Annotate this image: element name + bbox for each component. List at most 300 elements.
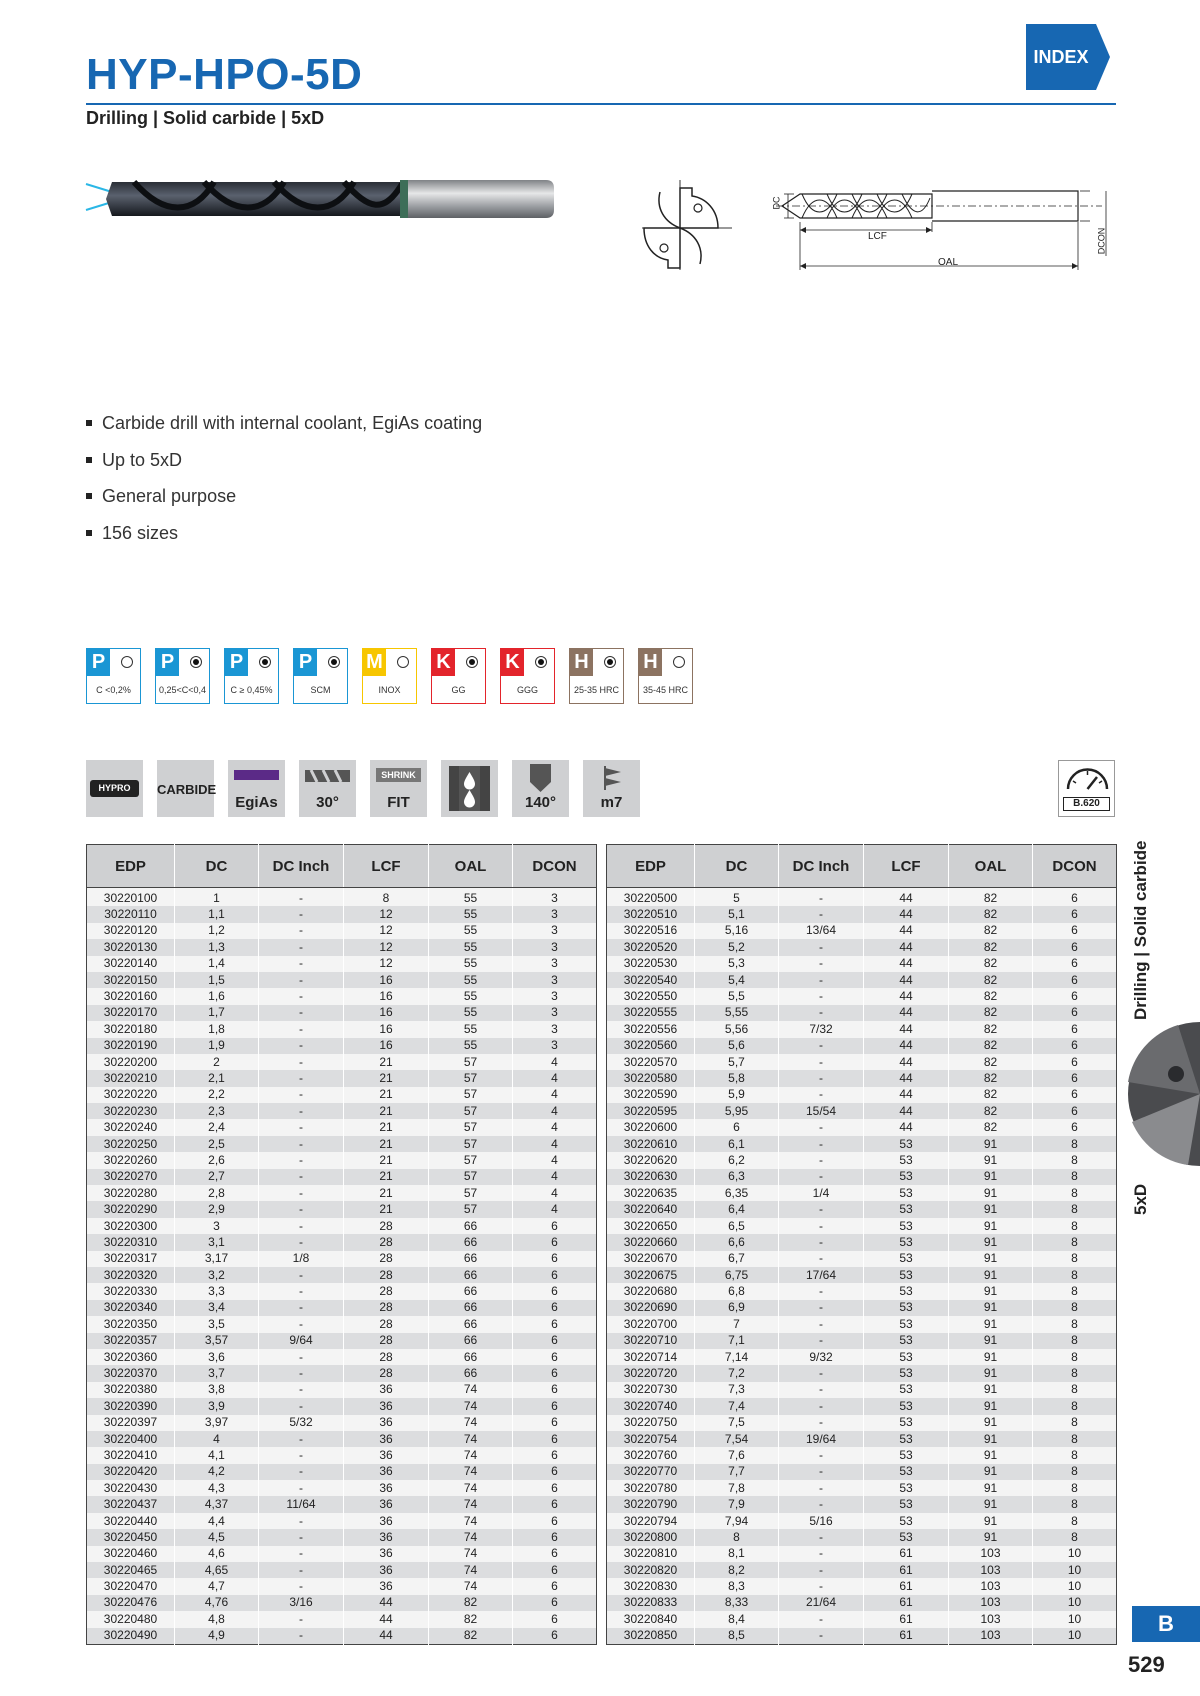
- table-cell: 55: [429, 956, 513, 972]
- table-row: [607, 939, 1117, 955]
- table-cell: 61: [864, 1578, 949, 1594]
- table-row: [87, 1431, 597, 1447]
- table-cell: 30220690: [607, 1300, 695, 1316]
- table-cell: 4: [513, 1136, 597, 1152]
- table-cell: 30220780: [607, 1480, 695, 1496]
- table-cell: 5,4: [695, 972, 779, 988]
- index-button[interactable]: [1026, 24, 1110, 90]
- table-cell: 13/64: [779, 923, 864, 939]
- table-cell: 30220620: [607, 1152, 695, 1168]
- table-cell: 30220370: [87, 1365, 175, 1381]
- table-cell: -: [259, 1136, 344, 1152]
- table-cell: 1/4: [779, 1185, 864, 1201]
- table-cell: 5,5: [695, 988, 779, 1004]
- table-cell: -: [259, 1185, 344, 1201]
- table-cell: 61: [864, 1562, 949, 1578]
- table-cell: 30220630: [607, 1169, 695, 1185]
- table-cell: 7,4: [695, 1398, 779, 1414]
- table-cell: 6: [513, 1611, 597, 1627]
- table-cell: 30220500: [607, 888, 695, 907]
- table-cell: 91: [949, 1398, 1033, 1414]
- table-cell: 1,4: [175, 956, 259, 972]
- table-cell: 10: [1033, 1595, 1117, 1611]
- table-cell: 1,3: [175, 939, 259, 955]
- table-cell: 3,2: [175, 1267, 259, 1283]
- table-cell: 6: [513, 1578, 597, 1594]
- table-cell: 6: [513, 1546, 597, 1562]
- material-h-35-45: H 35-45 HRC: [638, 648, 693, 704]
- table-cell: 36: [344, 1578, 429, 1594]
- table-row: [87, 923, 597, 939]
- table-row: [607, 1546, 1117, 1562]
- table-cell: 5,56: [695, 1021, 779, 1037]
- table-cell: 3,97: [175, 1415, 259, 1431]
- table-cell: 103: [949, 1628, 1033, 1645]
- table-cell: 57: [429, 1136, 513, 1152]
- table-cell: 53: [864, 1333, 949, 1349]
- table-row: [607, 1251, 1117, 1267]
- table-row: [607, 1464, 1117, 1480]
- table-row: [607, 1562, 1117, 1578]
- table-cell: 57: [429, 1087, 513, 1103]
- table-cell: 82: [949, 923, 1033, 939]
- table-cell: 28: [344, 1349, 429, 1365]
- table-row: [607, 888, 1117, 907]
- table-cell: 3: [513, 906, 597, 922]
- table-cell: -: [259, 1038, 344, 1054]
- table-cell: 30220680: [607, 1283, 695, 1299]
- table-cell: 6: [513, 1316, 597, 1332]
- table-cell: 30220317: [87, 1251, 175, 1267]
- table-cell: 61: [864, 1546, 949, 1562]
- table-cell: 66: [429, 1349, 513, 1365]
- table-cell: 36: [344, 1480, 429, 1496]
- table-cell: 8,4: [695, 1611, 779, 1627]
- table-cell: 6,6: [695, 1234, 779, 1250]
- col-edp: EDP: [607, 845, 695, 888]
- table-cell: 8: [1033, 1398, 1117, 1414]
- table-row: [607, 1398, 1117, 1414]
- table-cell: 30220560: [607, 1038, 695, 1054]
- table-cell: 55: [429, 972, 513, 988]
- table-row: [87, 1152, 597, 1168]
- table-cell: 6: [513, 1464, 597, 1480]
- table-cell: 30220714: [607, 1349, 695, 1365]
- table-cell: 30220595: [607, 1103, 695, 1119]
- table-cell: 8: [1033, 1365, 1117, 1381]
- table-cell: 1,9: [175, 1038, 259, 1054]
- table-cell: 36: [344, 1447, 429, 1463]
- table-cell: 6: [1033, 988, 1117, 1004]
- table-cell: 30220350: [87, 1316, 175, 1332]
- table-cell: 53: [864, 1251, 949, 1267]
- bullet-icon: [86, 493, 92, 499]
- col-lcf: LCF: [864, 845, 949, 888]
- table-cell: 44: [864, 1038, 949, 1054]
- table-cell: 7,94: [695, 1513, 779, 1529]
- table-cell: -: [259, 1152, 344, 1168]
- table-cell: 21: [344, 1136, 429, 1152]
- table-cell: -: [259, 1365, 344, 1381]
- table-cell: -: [779, 1234, 864, 1250]
- table-row: [607, 1283, 1117, 1299]
- table-cell: -: [779, 1251, 864, 1267]
- table-cell: 30220220: [87, 1087, 175, 1103]
- table-cell: 30220280: [87, 1185, 175, 1201]
- table-row: [607, 1038, 1117, 1054]
- size-table-left: [86, 844, 597, 1645]
- table-cell: 5,55: [695, 1005, 779, 1021]
- table-cell: 8,3: [695, 1578, 779, 1594]
- table-cell: 3,4: [175, 1300, 259, 1316]
- table-cell: 91: [949, 1382, 1033, 1398]
- table-row: [607, 988, 1117, 1004]
- table-cell: 44: [864, 956, 949, 972]
- table-cell: 74: [429, 1398, 513, 1414]
- table-cell: 6: [513, 1283, 597, 1299]
- table-cell: 3,5: [175, 1316, 259, 1332]
- table-row: [607, 972, 1117, 988]
- table-cell: 1,5: [175, 972, 259, 988]
- table-cell: 82: [949, 1119, 1033, 1135]
- table-cell: -: [779, 1005, 864, 1021]
- table-cell: 10: [1033, 1546, 1117, 1562]
- table-cell: 55: [429, 1021, 513, 1037]
- table-cell: 6,3: [695, 1169, 779, 1185]
- table-cell: -: [259, 1611, 344, 1627]
- table-cell: -: [779, 1054, 864, 1070]
- table-cell: 8,1: [695, 1546, 779, 1562]
- table-cell: 4: [513, 1087, 597, 1103]
- table-cell: 3,7: [175, 1365, 259, 1381]
- table-row: [607, 1513, 1117, 1529]
- table-cell: 7,6: [695, 1447, 779, 1463]
- table-cell: 53: [864, 1431, 949, 1447]
- bullet-icon: [86, 457, 92, 463]
- table-cell: 19/64: [779, 1431, 864, 1447]
- table-cell: 4,6: [175, 1546, 259, 1562]
- table-cell: 4,8: [175, 1611, 259, 1627]
- table-row: [607, 1595, 1117, 1611]
- table-cell: 8: [1033, 1382, 1117, 1398]
- table-cell: 4: [513, 1103, 597, 1119]
- table-cell: -: [259, 1234, 344, 1250]
- table-cell: 8: [1033, 1201, 1117, 1217]
- suitability-full-icon: [328, 656, 340, 668]
- table-cell: 6: [1033, 888, 1117, 907]
- material-m-inox: M INOX: [362, 648, 417, 704]
- table-row: [607, 1628, 1117, 1645]
- table-cell: 8: [1033, 1316, 1117, 1332]
- page-number: 529: [1128, 1652, 1165, 1677]
- col-dcon: DCON: [1033, 845, 1117, 888]
- table-cell: 55: [429, 939, 513, 955]
- col-oal: OAL: [429, 845, 513, 888]
- table-cell: -: [259, 1546, 344, 1562]
- table-cell: 44: [864, 1070, 949, 1086]
- table-row: [87, 1365, 597, 1381]
- table-cell: 21: [344, 1070, 429, 1086]
- table-cell: 16: [344, 1038, 429, 1054]
- table-cell: 30220833: [607, 1595, 695, 1611]
- table-cell: -: [779, 956, 864, 972]
- table-cell: 4,5: [175, 1529, 259, 1545]
- table-cell: 74: [429, 1578, 513, 1594]
- table-cell: 6: [695, 1119, 779, 1135]
- table-cell: 30220730: [607, 1382, 695, 1398]
- table-cell: -: [779, 888, 864, 907]
- table-cell: 30220400: [87, 1431, 175, 1447]
- table-cell: 1,2: [175, 923, 259, 939]
- table-row: [87, 1382, 597, 1398]
- table-cell: -: [259, 1070, 344, 1086]
- table-row: [87, 1021, 597, 1037]
- index-label: INDEX: [1033, 47, 1089, 67]
- table-cell: 30220150: [87, 972, 175, 988]
- table-cell: 30220310: [87, 1234, 175, 1250]
- table-cell: 8: [1033, 1234, 1117, 1250]
- table-cell: 30220250: [87, 1136, 175, 1152]
- table-cell: 53: [864, 1152, 949, 1168]
- table-cell: 53: [864, 1201, 949, 1217]
- table-cell: 30220590: [607, 1087, 695, 1103]
- table-cell: 6: [513, 1431, 597, 1447]
- table-cell: 6,75: [695, 1267, 779, 1283]
- hypro-logo-icon: HYPRO: [86, 760, 143, 817]
- table-cell: -: [259, 1300, 344, 1316]
- table-cell: 5,9: [695, 1087, 779, 1103]
- table-cell: 53: [864, 1382, 949, 1398]
- table-cell: 30220520: [607, 939, 695, 955]
- table-cell: 91: [949, 1464, 1033, 1480]
- table-cell: 8,5: [695, 1628, 779, 1645]
- table-cell: 16: [344, 1021, 429, 1037]
- table-cell: 8: [1033, 1218, 1117, 1234]
- table-cell: -: [259, 1316, 344, 1332]
- table-cell: -: [259, 1382, 344, 1398]
- table-cell: 3,17: [175, 1251, 259, 1267]
- table-cell: 30220397: [87, 1415, 175, 1431]
- table-cell: 53: [864, 1529, 949, 1545]
- table-row: [607, 1267, 1117, 1283]
- table-cell: 82: [949, 1103, 1033, 1119]
- table-cell: 5,3: [695, 956, 779, 972]
- coolant-icon: [441, 760, 498, 817]
- table-cell: 4,2: [175, 1464, 259, 1480]
- table-cell: 3,3: [175, 1283, 259, 1299]
- table-cell: 15/54: [779, 1103, 864, 1119]
- table-cell: 36: [344, 1546, 429, 1562]
- suitability-full-icon: [466, 656, 478, 668]
- table-cell: 7,8: [695, 1480, 779, 1496]
- table-cell: 6: [513, 1415, 597, 1431]
- table-cell: 4,65: [175, 1562, 259, 1578]
- table-cell: -: [779, 1333, 864, 1349]
- table-cell: 5,6: [695, 1038, 779, 1054]
- table-row: [87, 1185, 597, 1201]
- table-cell: 82: [949, 1038, 1033, 1054]
- table-cell: 1,6: [175, 988, 259, 1004]
- drill-tip-section: [640, 178, 734, 272]
- table-cell: 66: [429, 1283, 513, 1299]
- table-cell: 61: [864, 1611, 949, 1627]
- table-cell: 30220790: [607, 1496, 695, 1512]
- table-cell: 30220200: [87, 1054, 175, 1070]
- table-cell: -: [259, 1087, 344, 1103]
- table-row: [607, 1070, 1117, 1086]
- table-cell: 36: [344, 1529, 429, 1545]
- table-cell: 53: [864, 1300, 949, 1316]
- table-row: [87, 1267, 597, 1283]
- table-cell: 53: [864, 1365, 949, 1381]
- table-row: [607, 1185, 1117, 1201]
- table-cell: 3,9: [175, 1398, 259, 1414]
- table-row: [87, 1251, 597, 1267]
- table-cell: -: [779, 988, 864, 1004]
- table-cell: -: [259, 1447, 344, 1463]
- table-cell: 53: [864, 1447, 949, 1463]
- table-cell: 91: [949, 1300, 1033, 1316]
- table-cell: 3: [513, 888, 597, 907]
- table-row: [607, 1054, 1117, 1070]
- table-cell: 21: [344, 1119, 429, 1135]
- table-cell: 5,1: [695, 906, 779, 922]
- table-row: [87, 1103, 597, 1119]
- table-cell: 103: [949, 1611, 1033, 1627]
- table-cell: 30220540: [607, 972, 695, 988]
- table-cell: 74: [429, 1431, 513, 1447]
- table-cell: 4,37: [175, 1496, 259, 1512]
- table-cell: 2,1: [175, 1070, 259, 1086]
- table-cell: 53: [864, 1464, 949, 1480]
- table-cell: 8: [1033, 1251, 1117, 1267]
- material-h-25-35: H 25-35 HRC: [569, 648, 624, 704]
- table-cell: 55: [429, 923, 513, 939]
- table-row: [607, 1611, 1117, 1627]
- table-cell: -: [779, 1546, 864, 1562]
- table-cell: 3,8: [175, 1382, 259, 1398]
- table-row: [607, 1201, 1117, 1217]
- section-tab-b[interactable]: B: [1132, 1606, 1200, 1642]
- table-cell: 6: [513, 1365, 597, 1381]
- table-cell: 30220710: [607, 1333, 695, 1349]
- table-cell: 7,54: [695, 1431, 779, 1447]
- table-cell: 66: [429, 1300, 513, 1316]
- table-cell: 28: [344, 1333, 429, 1349]
- table-cell: 36: [344, 1382, 429, 1398]
- table-row: [87, 1070, 597, 1086]
- table-cell: 66: [429, 1251, 513, 1267]
- col-edp: EDP: [87, 845, 175, 888]
- table-cell: 2,7: [175, 1169, 259, 1185]
- table-cell: 6,5: [695, 1218, 779, 1234]
- table-row: [87, 1201, 597, 1217]
- table-cell: 4,3: [175, 1480, 259, 1496]
- table-header-row: [87, 845, 597, 888]
- table-cell: 30220490: [87, 1628, 175, 1645]
- table-cell: -: [779, 1464, 864, 1480]
- table-cell: 4,9: [175, 1628, 259, 1645]
- table-cell: 3,57: [175, 1333, 259, 1349]
- speed-feed-reference[interactable]: B.620: [1058, 760, 1115, 817]
- table-cell: 8: [1033, 1447, 1117, 1463]
- dim-oal-label: OAL: [938, 257, 959, 268]
- table-cell: 30220556: [607, 1021, 695, 1037]
- table-row: [87, 1316, 597, 1332]
- table-cell: 8: [1033, 1169, 1117, 1185]
- table-row: [607, 1529, 1117, 1545]
- table-cell: 30220160: [87, 988, 175, 1004]
- table-cell: 44: [864, 939, 949, 955]
- table-cell: 44: [864, 972, 949, 988]
- table-cell: -: [259, 888, 344, 907]
- table-cell: 91: [949, 1415, 1033, 1431]
- table-cell: 55: [429, 888, 513, 907]
- table-cell: 8: [1033, 1431, 1117, 1447]
- table-cell: 30220110: [87, 906, 175, 922]
- table-cell: 28: [344, 1283, 429, 1299]
- table-cell: -: [779, 1480, 864, 1496]
- table-cell: 1,7: [175, 1005, 259, 1021]
- table-row: [607, 1005, 1117, 1021]
- table-row: [607, 1103, 1117, 1119]
- table-cell: -: [779, 1070, 864, 1086]
- table-row: [87, 1464, 597, 1480]
- table-cell: 36: [344, 1496, 429, 1512]
- table-cell: 21: [344, 1152, 429, 1168]
- table-cell: 57: [429, 1054, 513, 1070]
- table-cell: -: [259, 1398, 344, 1414]
- table-cell: 5,8: [695, 1070, 779, 1086]
- table-cell: 9/64: [259, 1333, 344, 1349]
- table-cell: 91: [949, 1218, 1033, 1234]
- table-cell: 9/32: [779, 1349, 864, 1365]
- table-cell: 30220130: [87, 939, 175, 955]
- table-cell: 91: [949, 1251, 1033, 1267]
- table-cell: 36: [344, 1415, 429, 1431]
- table-cell: 6: [1033, 1103, 1117, 1119]
- table-cell: -: [259, 1349, 344, 1365]
- table-cell: 6: [513, 1300, 597, 1316]
- suitability-full-icon: [604, 656, 616, 668]
- table-cell: 30220357: [87, 1333, 175, 1349]
- table-row: [87, 1038, 597, 1054]
- table-cell: -: [779, 1529, 864, 1545]
- table-cell: -: [779, 1496, 864, 1512]
- suitability-empty-icon: [121, 656, 133, 668]
- table-cell: 3: [175, 1218, 259, 1234]
- table-cell: 11/64: [259, 1496, 344, 1512]
- col-dc: DC: [175, 845, 259, 888]
- table-row: [87, 1529, 597, 1545]
- dim-dcon-label: DCON: [1096, 227, 1107, 255]
- table-cell: 8: [1033, 1349, 1117, 1365]
- table-cell: 103: [949, 1578, 1033, 1594]
- table-row: [87, 888, 597, 907]
- table-cell: 30220770: [607, 1464, 695, 1480]
- shrink-fit-icon: SHRINK FIT: [370, 760, 427, 817]
- table-cell: 8: [1033, 1300, 1117, 1316]
- table-cell: 30220830: [607, 1578, 695, 1594]
- egias-coating-icon: EgiAs: [228, 760, 285, 817]
- table-row: [87, 972, 597, 988]
- table-cell: 8: [1033, 1529, 1117, 1545]
- table-cell: -: [259, 1169, 344, 1185]
- table-cell: 30220340: [87, 1300, 175, 1316]
- table-cell: 57: [429, 1201, 513, 1217]
- table-cell: 4: [513, 1119, 597, 1135]
- table-cell: 53: [864, 1349, 949, 1365]
